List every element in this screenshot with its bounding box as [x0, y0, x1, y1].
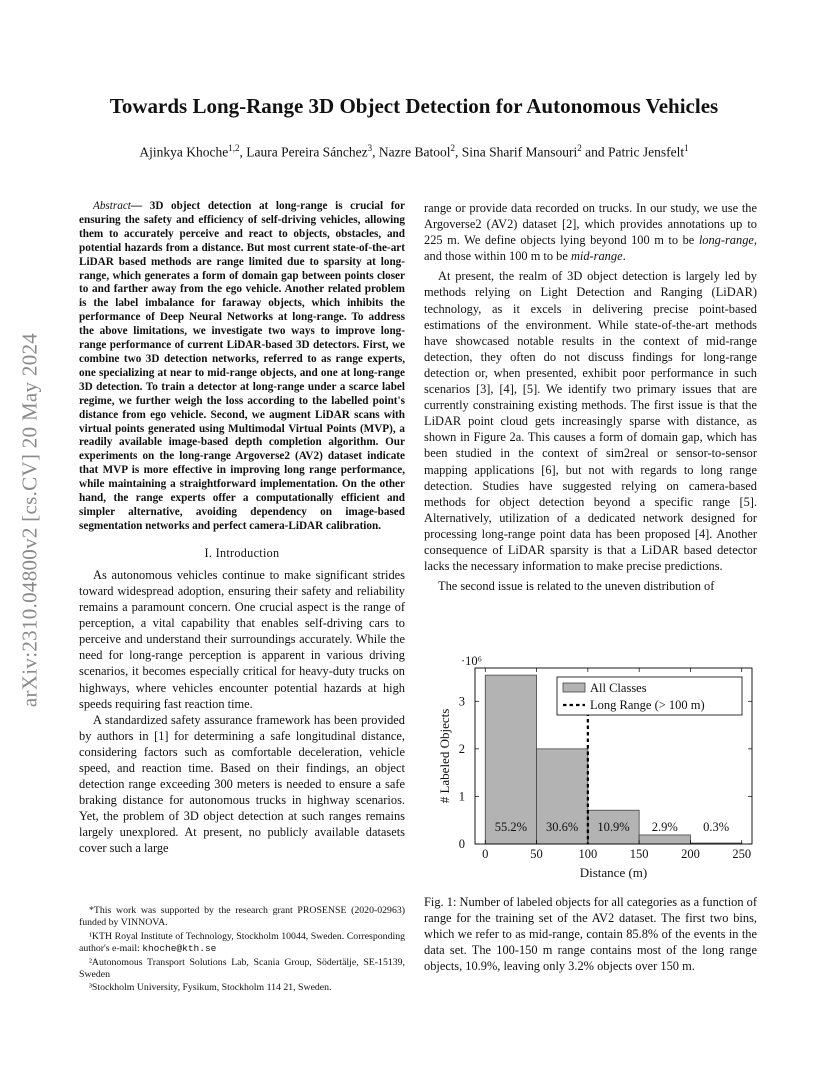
- footnote-affiliation: ³Stockholm University, Fysikum, Stockholm 114 21, Sweden.: [89, 982, 332, 994]
- y-axis-label: # Labeled Objects: [437, 708, 452, 804]
- x-tick-label: 0: [482, 847, 489, 861]
- footnote-affiliation: [79, 931, 405, 956]
- legend-swatch-all-classes: [563, 683, 585, 692]
- body-emphasis: mid-range: [570, 249, 623, 264]
- abstract-label: Abstract: [93, 200, 131, 212]
- body-paragraph: [424, 200, 757, 264]
- affiliation-mark: 3: [367, 143, 373, 153]
- bar-percentage-label: 10.9%: [597, 820, 630, 834]
- abstract: [79, 200, 405, 534]
- intro-paragraph: A standardized safety assurance framework has been provided by authors in [1] for determining a safe longitudinal distance, considering factors such as comfortable deceleration, vehicle speed, and reaction time. Based on their findings, an object detection range exceeding 300 meters is needed to ensure a safe braking distance for autonomous trucks in highway scenarios. Yet, the problem of 3D object detection at such ranges remains largely unexplored. At present, no publicly available datasets cover such a large: [79, 712, 405, 856]
- author-name: Laura Pereira Sánchez: [246, 144, 368, 160]
- x-tick-label: 50: [530, 847, 543, 861]
- histogram-bar: [639, 835, 690, 844]
- left-column: [79, 200, 405, 857]
- footnote-funding: *This work was supported by the research grant PROSENSE (2020-02963) funded by VINNOVA.: [79, 905, 405, 929]
- author-list: Ajinkya Khoche$^{1,2}$, Laura Pereira Sánchez$^3$, Nazre Batool$^2$, Sina Sharif Mansouri$^2$ and Patric Jensfelt$^1$: [139, 143, 689, 160]
- histogram-bar: [485, 675, 536, 844]
- x-tick-label: 100: [578, 847, 598, 861]
- y-tick-label: 2: [458, 741, 465, 756]
- author-name: Ajinkya Khoche: [139, 144, 229, 160]
- footnotes: [79, 905, 405, 996]
- footnote-affiliation-text: ¹KTH Royal Institute of Technology, Stockholm 10044, Sweden. Corresponding author's e-mail:: [79, 930, 405, 955]
- author-email: khoche@kth.se: [142, 943, 217, 955]
- author-conjunction: and: [585, 144, 605, 160]
- author-name: Patric Jensfelt: [608, 144, 685, 160]
- x-tick-label: 250: [732, 847, 752, 861]
- body-paragraph: At present, the realm of 3D object detection is largely led by methods relying on Light Detection and Ranging (LiDAR) technology, as it excels in delivering precise point-based estimations of the environment. While state-of-the-art methods have showcased notable results in the context of mid-range detection, they often do not discuss findings for long-range detection or, when presented, exhibit poor performance in such scenarios [3], [4], [5]. We identify two primary issues that are currently constraining existing methods. The first issue is that the LiDAR point cloud gets increasingly sparse with distance, as shown in Figure 2a. This causes a form of domain gap, which has been studied in the context of sim2real or sensor-to-sensor mapping applications [6], but not with regards to long range detection. Studies have suggested relying on camera-based methods for object detection beyond a specific range [5]. Alternatively, utilization of a dedicated network designed for processing long-range point data has been proposed [4]. Another consequence of LiDAR sparsity is that a LiDAR based detector lacks the necessary information to make precise predictions.: [424, 269, 757, 574]
- y-tick-label: 0: [458, 837, 465, 851]
- bar-percentage-label: 0.3%: [703, 820, 730, 834]
- legend-label: All Classes: [590, 681, 647, 695]
- legend-label: Long Range (> 100 m): [590, 698, 705, 712]
- body-emphasis: long-range: [698, 233, 754, 248]
- intro-paragraph: As autonomous vehicles continue to make significant strides toward widespread adoption, ensuring their safety and reliability remains a paramount concern. One crucial aspect is the range of perception, a vital capability that enables self-driving cars to perceive and understand their surroundings accurately. While the need for long-range perception is apparent in various driving scenarios, it becomes especially critical for heavy-duty trucks on highways, where vehicles encounter potential hazards at high speeds requiring fast reaction time.: [79, 567, 405, 711]
- paper-title: Towards Long-Range 3D Object Detection for Autonomous Vehicles: [109, 94, 719, 118]
- x-axis-label: Distance (m): [579, 865, 648, 880]
- affiliation-mark: 1: [684, 143, 689, 153]
- bar-percentage-label: 2.9%: [651, 820, 678, 834]
- figure-caption: Fig. 1: Number of labeled objects for all categories as a function of range for the training set of the AV2 dataset. The first two bins, which we refer to as mid-range, contain 85.8% of the events in the data set. The 100-150 m range contains most of the long range objects, 10.9%, leaving only 3.2% objects over 150 m.: [424, 895, 757, 974]
- body-text: .: [622, 249, 626, 264]
- footnote-affiliation: ²Autonomous Transport Solutions Lab, Scania Group, Södertälje, SE-15139, Sweden: [79, 956, 405, 981]
- body-text: range or provide data recorded on trucks. In our study, we use the Argoverse2 (AV2) dataset [2], which provides annotations up to 225 m. We define objects lying beyond 100 m to be: [424, 201, 757, 248]
- body-paragraph: The second issue is related to the uneven distribution of: [438, 579, 715, 594]
- bar-percentage-label: 55.2%: [494, 820, 528, 834]
- y-tick-label: 1: [458, 789, 465, 804]
- affiliation-mark: 2: [450, 143, 456, 153]
- body-text: , and those within 100 m to be: [424, 233, 757, 264]
- section-heading-introduction: I. Introduction: [204, 545, 280, 560]
- author-name: Sina Sharif Mansouri: [461, 144, 578, 160]
- abstract-text: — 3D object detection at long-range is crucial for ensuring the safety and efficiency of self-driving vehicles, allowing them to accurately perceive and react to objects, obstacles, and potential hazards from a distance. But most current state-of-the-art LiDAR based methods are range limited due to sparsity at long-range, which generates a form of domain gap between points closer to and farther away from the ego vehicle. Another related problem is the label imbalance for faraway objects, which inhibits the performance of Deep Neural Networks at long-range. To address the above limitations, we investigate two ways to improve long-range performance of current LiDAR-based 3D detectors. First, we combine two 3D detection networks, referred to as range experts, one specializing at near to mid-range objects, and one at long-range 3D detection. To train a detector at long-range under a scarce label regime, we further weigh the loss according to the labelled point's distance from ego vehicle. Second, we augment LiDAR scans with virtual points generated using Multimodal Virtual Points (MVP), a readily available image-based depth completion algorithm. Our experiments on the long-range Argoverse2 (AV2) dataset indicate that MVP is more effective in improving long range performance, while maintaining a straightforward implementation. On the other hand, the range experts offer a computationally efficient and simpler alternative, avoiding dependency on image-based segmentation networks and perfect camera-LiDAR calibration.: [79, 200, 405, 532]
- affiliation-mark: 1,2: [228, 143, 240, 153]
- affiliation-mark: 2: [577, 143, 582, 153]
- x-tick-label: 150: [629, 847, 649, 861]
- right-column: [424, 200, 757, 594]
- arxiv-sidebar: [10, 275, 50, 765]
- range-histogram-chart: [424, 648, 769, 888]
- x-tick-label: 200: [681, 847, 700, 861]
- y-axis-multiplier: ·10⁶: [461, 654, 483, 668]
- arxiv-identifier: arXiv:2310.04800v2 [cs.CV] 20 May 2024: [17, 332, 42, 708]
- bar-percentage-label: 30.6%: [546, 820, 579, 834]
- author-name: Nazre Batool: [378, 144, 451, 160]
- y-tick-label: 3: [458, 694, 465, 709]
